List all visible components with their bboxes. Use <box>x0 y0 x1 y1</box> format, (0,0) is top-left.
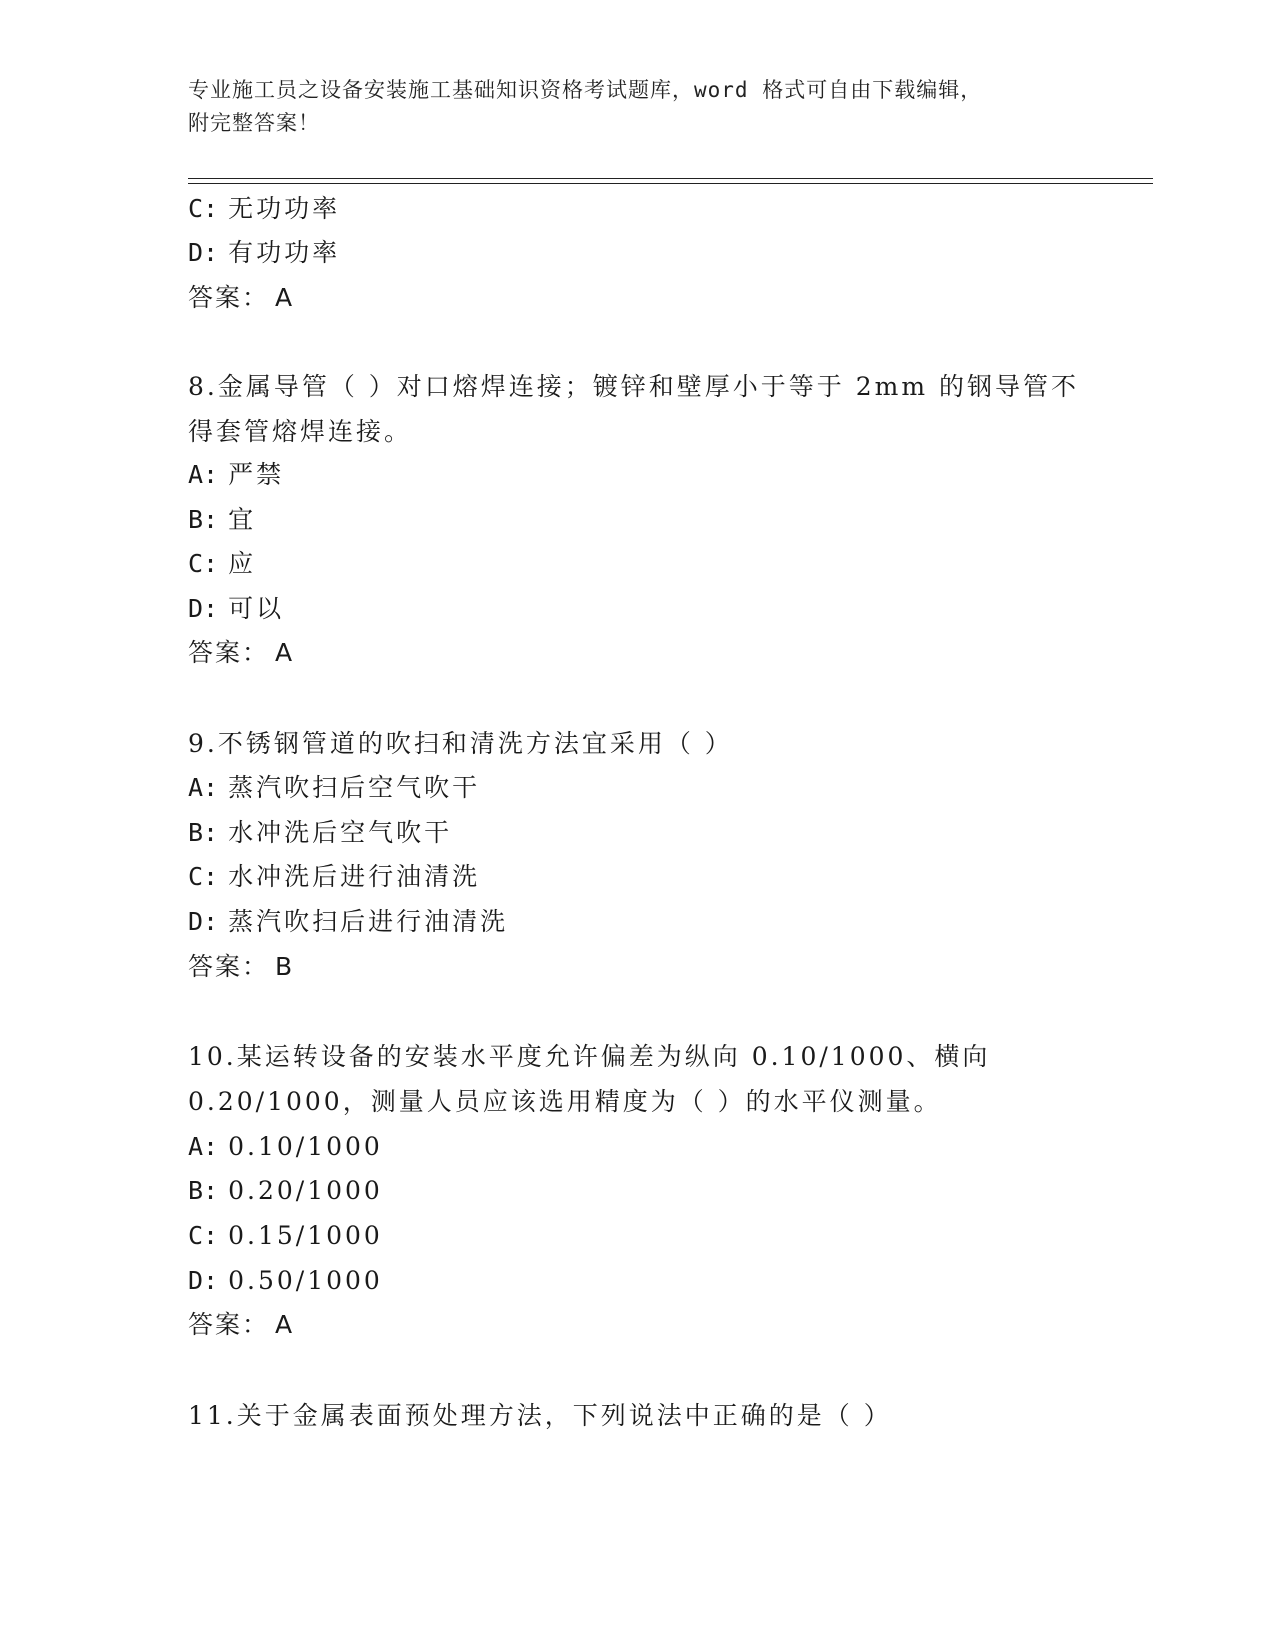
q9-stem-line-1: 9.不锈钢管道的吹扫和清洗方法宜采用（ ） <box>188 729 733 758</box>
q9-option-a: A: 蒸汽吹扫后空气吹干 <box>188 773 481 802</box>
q10-stem-line-1: 10.某运转设备的安装水平度允许偏差为纵向 0.10/1000、横向 <box>188 1042 991 1071</box>
prev-option-c: C: 无功功率 <box>188 194 341 223</box>
header-line-2: 附完整答案！ <box>188 111 320 135</box>
q9-option-c: C: 水冲洗后进行油清洗 <box>188 862 481 891</box>
q9-option-b: B: 水冲洗后空气吹干 <box>188 818 453 847</box>
q8-option-a: A: 严禁 <box>188 460 285 489</box>
q10-option-b: B: 0.20/1000 <box>188 1176 383 1205</box>
q8-stem-line-1: 8.金属导管（ ）对口熔焊连接；镀锌和壁厚小于等于 2mm 的钢导管不 <box>188 372 1080 401</box>
q10-option-c: C: 0.15/1000 <box>188 1221 383 1250</box>
q10-option-d: D: 0.50/1000 <box>188 1266 383 1295</box>
q8-stem-line-2: 得套管熔焊连接。 <box>188 417 413 446</box>
q10-option-a: A: 0.10/1000 <box>188 1132 383 1161</box>
q11-stem-line-1: 11.关于金属表面预处理方法，下列说法中正确的是（ ） <box>188 1401 892 1430</box>
header-divider-top <box>188 178 1153 179</box>
prev-option-d: D: 有功功率 <box>188 238 341 267</box>
q8-option-b: B: 宜 <box>188 505 257 534</box>
document-header <box>188 74 1068 140</box>
header-line-1: 专业施工员之设备安装施工基础知识资格考试题库，word 格式可自由下载编辑， <box>188 78 983 102</box>
q10-stem-line-2: 0.20/1000，测量人员应该选用精度为（ ）的水平仪测量。 <box>188 1087 942 1116</box>
q10-answer: 答案： A <box>188 1310 295 1339</box>
q8-answer: 答案： A <box>188 638 295 667</box>
q8-option-d: D: 可以 <box>188 594 285 623</box>
header-divider-bottom <box>188 183 1153 184</box>
q9-answer: 答案： B <box>188 952 295 981</box>
prev-answer: 答案： A <box>188 283 295 312</box>
q9-option-d: D: 蒸汽吹扫后进行油清洗 <box>188 907 509 936</box>
q8-option-c: C: 应 <box>188 549 257 578</box>
